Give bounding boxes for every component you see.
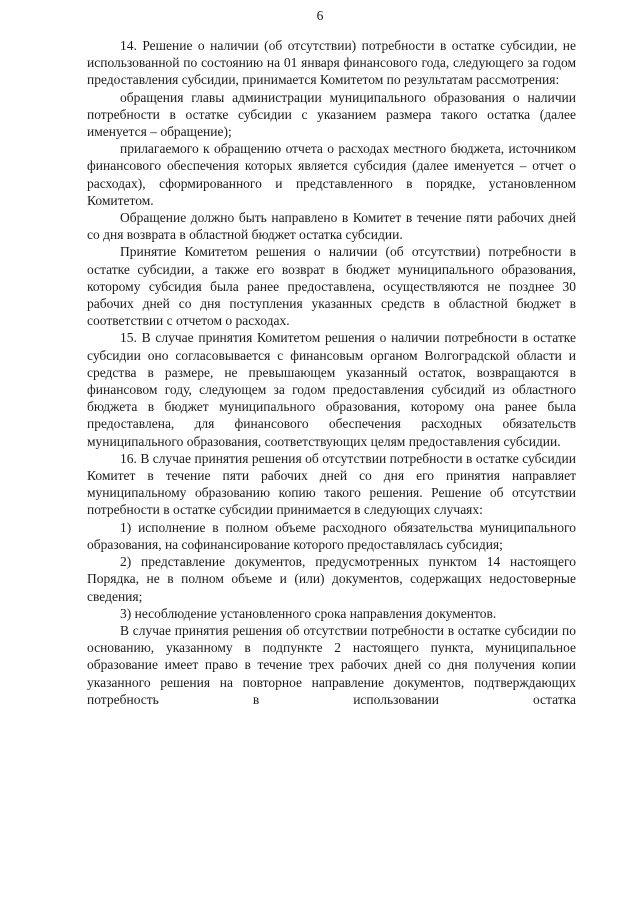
document-body xyxy=(87,37,576,708)
list-item-2: 2) представление документов, предусмотренных пунктом 14 настоящего Порядка, не в полном объеме и (или) документов, содержащих недостоверные сведения; xyxy=(87,554,576,604)
paragraph-appeal-deadline: Обращение должно быть направлено в Комитет в течение пяти рабочих дней со дня возврата в областной бюджет остатка субсидии. xyxy=(87,210,576,243)
paragraph-report: прилагаемого к обращению отчета о расходах местного бюджета, источником финансового обеспечения которых является субсидия (далее именуется – отчет о расходах), сформированного и представленного в порядке, установленном Комитетом. xyxy=(87,141,576,208)
paragraph-decision-deadline: Принятие Комитетом решения о наличии (об отсутствии) потребности в остатке субсидии, а также его возврат в бюджет муниципального образования, которому субсидия была ранее предоставлена, осуществляются не позднее 30 рабочих дней со дня поступления указанных средств в областной бюджет в соответствии с отчетом о расходах. xyxy=(87,244,576,329)
list-item-3: 3) несоблюдение установленного срока направления документов. xyxy=(120,605,497,621)
paragraph-15: 15. В случае принятия Комитетом решения о наличии потребности в остатке субсидии оно согласовывается с финансовым органом Волгоградской области и средства в размере, не превышающем указанный остаток, возвращаются в финансовом году, следующем за годом предоставления субсидий из областного бюджета в бюджет муниципального образования, которому она ранее была предоставлена, для финансового обеспечения расходных обязательств муниципального образования, соответствующих целям предоставления субсидии. xyxy=(87,330,576,449)
list-item-1: 1) исполнение в полном объеме расходного обязательства муниципального образования, на софинансирование которого предоставлялась субсидия; xyxy=(87,519,576,552)
page-number: 6 xyxy=(316,8,324,23)
paragraph-resubmission: В случае принятия решения об отсутствии потребности в остатке субсидии по основанию, указанному в подпункте 2 настоящего пункта, муниципальное образование имеет право в течение трех рабочих дней со дня получения копии указанного решения на повторное направление документов, подтверждающих потребность в использовании остатка xyxy=(87,622,576,707)
paragraph-14: 14. Решение о наличии (об отсутствии) потребности в остатке субсидии, не использованной по состоянию на 01 января финансового года, следующего за годом предоставления субсидии, принимается Комитетом по результатам рассмотрения: xyxy=(87,38,576,88)
paragraph-appeal: обращения главы администрации муниципального образования о наличии потребности в остатке субсидии с указанием размера такого остатка (далее именуется – обращение); xyxy=(87,89,576,140)
paragraph-16: 16. В случае принятия решения об отсутствии потребности в остатке субсидии Комитет в течение пяти рабочих дней со дня его принятия направляет муниципальному образованию копию такого решения. Решение об отсутствии потребности в остатке субсидии принимается в следующих случаях: xyxy=(87,450,576,518)
